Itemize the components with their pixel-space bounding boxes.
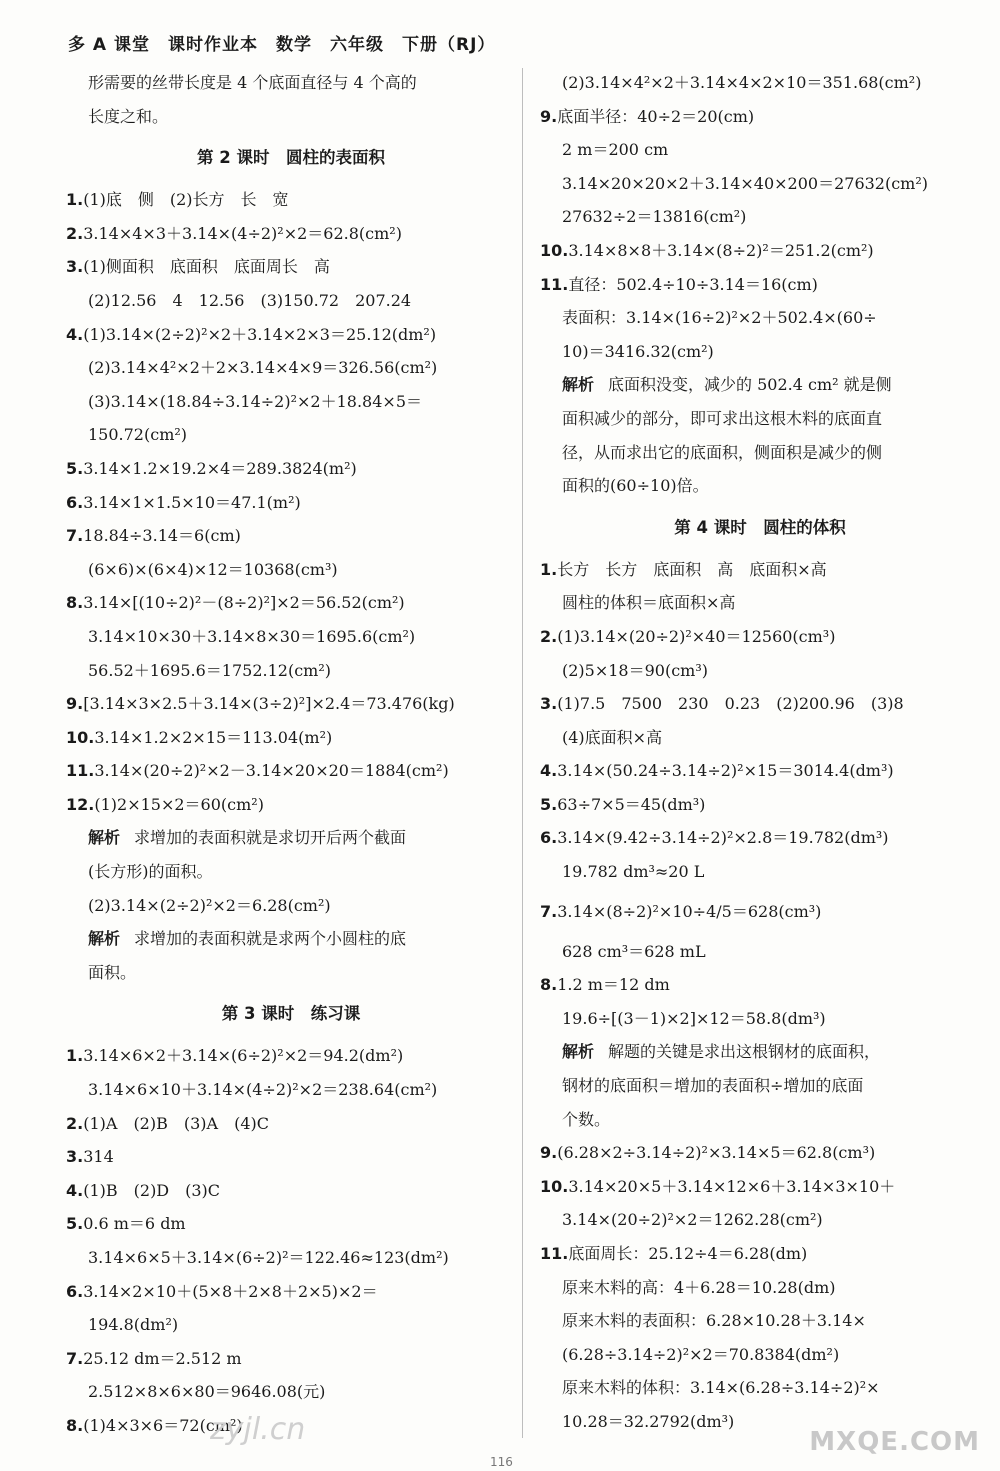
answer-text: 18.84÷3.14＝6(cm) [83,526,241,546]
answer-text: 3.14×1×1.5×10＝47.1(m²) [83,492,301,512]
analysis-line [66,821,516,855]
question-number: 11. [66,761,95,781]
question-number: 4. [66,1180,84,1200]
answer-item [66,586,516,620]
continuation-line: 19.6÷[(3－1)×2]×12＝58.8(dm³) [562,1008,826,1028]
right-column [540,66,980,1439]
question-number: 1. [540,559,558,579]
continuation-line: 面积的(60÷10)倍。 [562,476,709,496]
analysis-line [66,922,516,956]
continuation-line: 2 m＝200 cm [562,140,669,160]
answer-text: 1.2 m＝12 dm [557,975,670,995]
continuation-line: 面积减少的部分，即可求出这根木料的底面直 [562,408,883,428]
continuation-line: (3)3.14×(18.84÷3.14÷2)²×2＋18.84×5＝ [88,391,422,411]
analysis-text: 求增加的表面积就是求切开后两个截面 [134,828,407,848]
question-number: 9. [540,1143,558,1163]
answer-item [66,687,516,721]
section-title: 第 4 课时 圆柱的体积 [674,517,846,537]
answer-text: 底面周长：25.12÷4＝6.28(dm) [568,1244,808,1263]
answer-item [540,1237,980,1271]
continuation-line: (4)底面积×高 [562,727,663,747]
answer-item [66,1275,516,1309]
question-number: 3. [540,694,558,714]
continuation-line: (6×6)×(6×4)×12＝10368(cm³) [88,559,338,579]
continuation-line: 10)＝3416.32(cm²) [562,341,714,361]
answer-text: 3.14×20×5＋3.14×12×6＋3.14×3×10＋ [568,1176,896,1196]
answer-text: (1)4×3×6＝72(cm²) [83,1415,243,1435]
continuation-line: 径，从而求出它的底面积，侧面积是减少的侧 [562,442,883,462]
analysis-label: 解析 [88,828,121,848]
continuation-line: 原来木料的高：4＋6.28＝10.28(dm) [562,1277,836,1297]
answer-item [540,889,980,935]
answer-text: (6.28×2÷3.14÷2)²×3.14×5＝62.8(cm³) [557,1143,876,1163]
continuation-line: 长度之和。 [88,106,169,126]
question-number: 6. [66,1281,84,1301]
answer-text: 25.12 dm＝2.512 m [83,1348,242,1368]
answer-item [540,100,980,134]
answer-item [540,553,980,587]
answer-text: (1)侧面积 底面积 底面周长 高 [83,257,330,277]
answer-item [66,486,516,520]
question-number: 3. [66,257,84,277]
question-number: 9. [66,694,84,714]
question-number: 10. [540,1176,569,1196]
continuation-line: (2)5×18＝90(cm³) [562,660,709,680]
answer-item [66,721,516,755]
question-number: 10. [540,240,569,260]
continuation-line: (2)3.14×4²×2＋2×3.14×4×9＝326.56(cm²) [88,358,438,378]
continuation-line: (2)3.14×4²×2＋3.14×4×2×10＝351.68(cm²) [562,73,922,92]
section-title: 第 3 课时 练习课 [221,1004,361,1024]
watermark-zyjl: zyjl.cn [210,1412,306,1447]
column-divider [522,68,523,1438]
answer-text: (1)B (2)D (3)C [83,1180,221,1200]
continuation-line: 3.14×10×30＋3.14×8×30＝1695.6(cm²) [88,626,416,646]
continuation-line: 表面积：3.14×(16÷2)²×2＋502.4×(60÷ [562,308,877,328]
question-number: 7. [66,526,84,546]
question-number: 10. [66,727,95,747]
continuation-line: (2)3.14×(2÷2)²×2＝6.28(cm²) [88,895,331,915]
answer-item [540,268,980,302]
answer-item [540,968,980,1002]
answer-item [66,452,516,486]
answer-text: (1)底 侧 (2)长方 长 宽 [83,190,289,210]
continuation-line: 面积。 [88,962,137,982]
answer-item [66,754,516,788]
analysis-label: 解析 [562,1042,595,1062]
answer-item [66,1174,516,1208]
analysis-text: 底面积没变，减少的 502.4 cm² 就是侧 [608,375,892,395]
continuation-line: 3.14×6×5＋3.14×(6÷2)²＝122.46≈123(dm²) [88,1248,449,1267]
continuation-line: 原来木料的表面积：6.28×10.28＋3.14× [562,1311,866,1331]
question-number: 1. [66,1046,84,1066]
continuation-line: 2.512×8×6×80＝9646.08(元) [88,1382,326,1402]
answer-text: (1)3.14×(2÷2)²×2＋3.14×2×3＝25.12(dm²) [83,324,437,344]
answer-text: 63÷7×5＝45(dm³) [557,794,706,814]
analysis-label: 解析 [562,375,595,395]
answer-item [540,234,980,268]
question-number: 11. [540,274,569,294]
answer-item [540,687,980,721]
question-number: 8. [66,1415,84,1435]
answer-text: 3.14×(50.24÷3.14÷2)²×15＝3014.4(dm³) [557,761,894,781]
answer-item [540,620,980,654]
question-number: 3. [66,1147,84,1167]
continuation-line: 3.14×6×10＋3.14×(4÷2)²×2＝238.64(cm²) [88,1080,438,1100]
continuation-line: 10.28＝32.2792(dm³) [562,1411,735,1431]
answer-item [66,217,516,251]
page-header: 多 A 课堂 课时作业本 数学 六年级 下册（RJ） [68,35,496,55]
answer-item [66,1207,516,1241]
answer-text: 3.14×8×8＋3.14×(8÷2)²＝251.2(cm²) [568,240,874,260]
question-number: 6. [540,828,558,848]
continuation-line: 628 cm³＝628 mL [562,941,706,961]
answer-item [66,1039,516,1073]
answer-item [66,788,516,822]
answer-item [66,183,516,217]
analysis-text: 求增加的表面积就是求两个小圆柱的底 [134,929,407,949]
question-number: 8. [66,593,84,613]
question-number: 5. [540,794,558,814]
answer-text: (1)A (2)B (3)A (4)C [83,1113,269,1133]
analysis-text: 解题的关键是求出这根钢材的底面积， [608,1042,881,1062]
answer-text: 3.14×4×3＋3.14×(4÷2)²×2＝62.8(cm²) [83,223,402,243]
answer-item [540,1170,980,1204]
answer-text: 3.14×(8÷2)²×10÷4/5＝628(cm³) [557,901,822,921]
question-number: 7. [66,1348,84,1368]
answer-item [540,754,980,788]
answer-text: (1)2×15×2＝60(cm²) [94,794,264,814]
answer-item [540,821,980,855]
answer-item [66,1342,516,1376]
analysis-line [540,368,980,402]
answer-text: 0.6 m＝6 dm [83,1214,186,1234]
continuation-line: 19.782 dm³≈20 L [562,862,705,882]
continuation-line: 原来木料的体积：3.14×(6.28÷3.14÷2)²× [562,1378,880,1398]
answer-text: 3.14×1.2×2×15＝113.04(m²) [94,727,333,747]
page-number: 116 [490,1455,513,1469]
answer-text: 3.14×(20÷2)²×2－3.14×20×20＝1884(cm²) [94,761,449,781]
continuation-line: 3.14×20×20×2＋3.14×40×200＝27632(cm²) [562,173,929,193]
continuation-line: 27632÷2＝13816(cm²) [562,207,747,227]
answer-item [66,250,516,284]
answer-text: 3.14×(9.42÷3.14÷2)²×2.8＝19.782(dm³) [557,828,889,848]
continuation-line: (6.28÷3.14÷2)²×2＝70.8384(dm²) [562,1344,840,1364]
question-number: 12. [66,794,95,814]
question-number: 9. [540,106,558,126]
question-number: 5. [66,458,84,478]
question-number: 5. [66,1214,84,1234]
answer-text: 底面半径：40÷2＝20(cm) [557,106,755,126]
answer-text: [3.14×3×2.5＋3.14×(3÷2)²]×2.4＝73.476(kg) [83,694,455,714]
question-number: 4. [540,761,558,781]
analysis-label: 解析 [88,929,121,949]
question-number: 11. [540,1244,569,1263]
continuation-line: 56.52＋1695.6＝1752.12(cm²) [88,660,331,680]
answer-item [66,1107,516,1141]
continuation-line: 150.72(cm²) [88,425,188,445]
answer-text: 3.14×6×2＋3.14×(6÷2)²×2＝94.2(dm²) [83,1046,404,1066]
answer-text: 3.14×1.2×19.2×4＝289.3824(m²) [83,458,357,478]
answer-item [66,1140,516,1174]
question-number: 1. [66,190,84,210]
answer-text: 3.14×[(10÷2)²－(8÷2)²]×2＝56.52(cm²) [83,593,405,613]
question-number: 8. [540,975,558,995]
answer-text: 314 [83,1147,114,1167]
section-title: 第 2 课时 圆柱的表面积 [197,148,385,168]
watermark-mxqe: MXQE.COM [809,1427,980,1457]
answer-text: 长方 长方 底面积 高 底面积×高 [557,559,827,579]
answer-text: 3.14×2×10＋(5×8＋2×8＋2×5)×2＝ [83,1281,378,1301]
continuation-line: (长方形)的面积。 [88,862,213,882]
continuation-line: 3.14×(20÷2)²×2＝1262.28(cm²) [562,1210,823,1230]
question-number: 2. [540,626,558,646]
continuation-line: (2)12.56 4 12.56 (3)150.72 207.24 [88,290,412,310]
question-number: 4. [66,324,84,344]
question-number: 2. [66,223,84,243]
continuation-line: 形需要的丝带长度是 4 个底面直径与 4 个高的 [88,73,417,92]
answer-item [66,318,516,352]
continuation-line: 194.8(dm²) [88,1315,179,1335]
analysis-line [540,1035,980,1069]
answer-text: (1)3.14×(20÷2)²×40＝12560(cm³) [557,626,836,646]
answer-text: 直径：502.4÷10÷3.14＝16(cm) [568,274,818,294]
question-number: 7. [540,901,558,921]
question-number: 2. [66,1113,84,1133]
answer-text: (1)7.5 7500 230 0.23 (2)200.96 (3)8 [557,694,904,714]
question-number: 6. [66,492,84,512]
answer-item [540,788,980,822]
answer-item [540,1136,980,1170]
answer-item [66,519,516,553]
continuation-line: 钢材的底面积＝增加的表面积÷增加的底面 [562,1076,864,1096]
continuation-line: 个数。 [562,1109,611,1129]
continuation-line: 圆柱的体积＝底面积×高 [562,593,736,613]
left-column [66,66,516,1443]
